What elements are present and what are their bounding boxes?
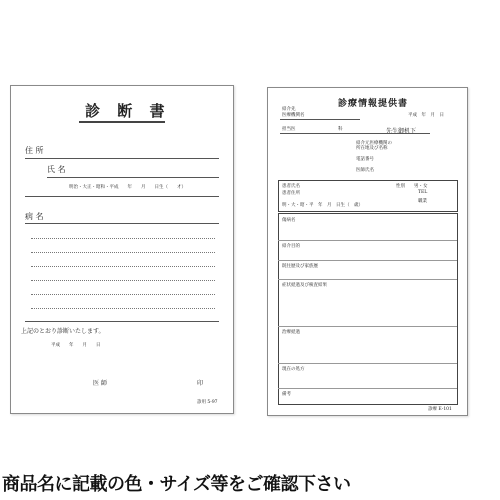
section-treatment: 治療経過 <box>282 330 300 335</box>
institution-line <box>280 119 360 120</box>
clinical-info-box <box>278 213 458 405</box>
section-divider <box>278 363 457 364</box>
ruled-line <box>31 294 215 295</box>
ruled-line <box>31 280 215 281</box>
tel-label: TEL <box>418 190 428 195</box>
section-prescription: 現在の処方 <box>282 367 305 372</box>
address-label: 住 所 <box>25 146 44 155</box>
birth-date-line: 明治・大正・昭和・平成 年 月 日生（ 才） <box>69 185 186 190</box>
ruled-line <box>31 252 215 253</box>
referral-letter-sheet <box>267 87 468 416</box>
dept-label: 担当医 <box>282 127 296 132</box>
phone-label: 電話番号 <box>356 157 374 162</box>
doctor-label: 医 師 <box>93 380 107 387</box>
disease-label: 病 名 <box>25 212 44 221</box>
name-line <box>47 177 219 178</box>
dept-line <box>280 133 430 134</box>
section-history: 既往歴及び家族歴 <box>282 264 318 269</box>
body-end-line <box>25 321 219 322</box>
address-line <box>25 158 219 159</box>
disease-line <box>25 223 219 224</box>
referral-title: 診療情報提供書 <box>338 99 409 109</box>
patient-birth-line: 明・大・昭・平 年 月 日生（ 歳） <box>282 203 363 208</box>
section-divider <box>278 388 457 389</box>
form-code: 診用 5-97 <box>197 400 218 405</box>
product-caption: 商品名に記載の色・サイズ等をご確認下さい <box>2 474 351 495</box>
ruled-line <box>31 266 215 267</box>
institution-label: 医療機関名 <box>282 113 305 118</box>
gender-value: 男・女 <box>414 184 428 189</box>
ruled-line <box>31 238 215 239</box>
certificate-title: 診 断 書 <box>85 102 171 120</box>
section-divider <box>278 326 457 327</box>
referring-org-label-2: 所在地及び名称 <box>356 146 388 151</box>
birth-underline <box>25 196 219 197</box>
section-divider <box>278 260 457 261</box>
patient-name-label: 氏 名 <box>47 165 66 174</box>
doctor-honorific: 先生御机下 <box>386 128 417 135</box>
medical-certificate-sheet <box>10 85 234 414</box>
patient-name-label: 患者氏名 <box>282 184 300 189</box>
section-course: 症状経過及び検査結果 <box>282 283 327 288</box>
ruled-line <box>31 308 215 309</box>
form-code: 診療 E-101 <box>428 407 452 412</box>
seal-mark: 印 <box>197 380 204 387</box>
section-divider <box>278 279 457 280</box>
gender-label: 性別 <box>396 184 405 189</box>
referral-date: 平成 年 月 日 <box>408 113 444 118</box>
dept-suffix: 科 <box>338 127 343 132</box>
referring-org-label-1: 紹介元医療機関の <box>356 141 392 146</box>
certify-text: 上記のとおり診断いたします。 <box>21 328 105 335</box>
title-underline <box>79 121 165 123</box>
section-remarks: 備考 <box>282 392 291 397</box>
issue-date: 平成 年 月 日 <box>51 343 101 348</box>
occupation-label: 職業 <box>418 199 427 204</box>
section-divider <box>278 240 457 241</box>
section-purpose: 紹介目的 <box>282 244 300 249</box>
doctor-name-label: 医師氏名 <box>356 168 374 173</box>
referral-to-label: 紹介先 <box>282 107 296 112</box>
section-diagnosis: 傷病名 <box>282 218 296 223</box>
patient-address-label: 患者住所 <box>282 191 300 196</box>
